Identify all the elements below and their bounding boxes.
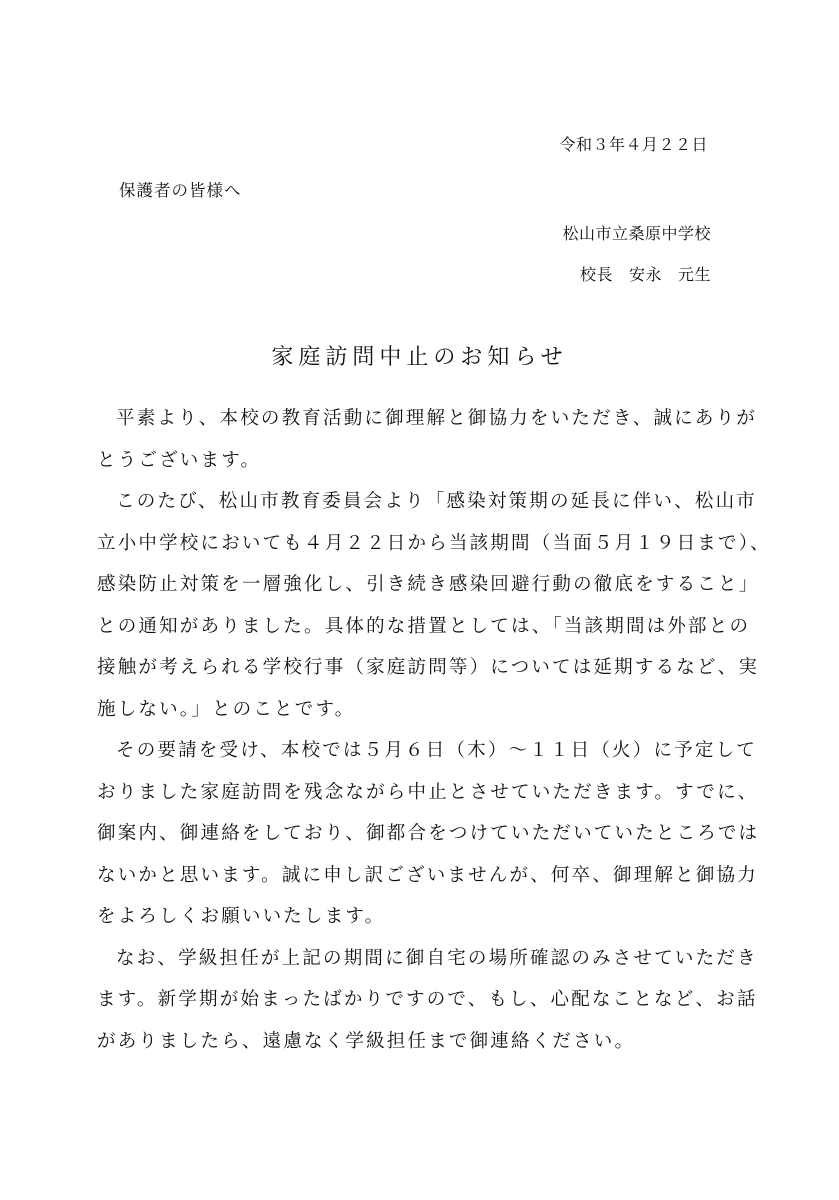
body-line: その要請を受け、本校では５月６日（木）～１１日（火）に予定して bbox=[116, 740, 757, 761]
body-line: をよろしくお願いいたします。 bbox=[97, 906, 386, 927]
body-line: ます。新学期が始まったばかりですので、もし、心配なことなど、お話 bbox=[97, 989, 758, 1010]
document-date: 令和３年４月２２日 bbox=[559, 135, 708, 154]
body-line: とうございます。 bbox=[97, 449, 262, 471]
body-line: 施しない。」とのことです。 bbox=[97, 698, 356, 720]
principal-signature bbox=[580, 262, 711, 285]
body-line: なお、学級担任が上記の期間に御自宅の場所確認のみさせていただき bbox=[116, 947, 758, 969]
body-line: おりました家庭訪問を残念ながら中止とさせていただきます。すでに、 bbox=[97, 781, 759, 803]
body-line: との通知がありました。具体的な措置としては、「当該期間は外部との bbox=[97, 615, 751, 637]
body-line: 立小中学校においても４月２２日から当該期間（当面５月１９日まで）、 bbox=[97, 532, 771, 554]
school-name: 松山市立桑原中学校 bbox=[562, 224, 711, 243]
principal-given-name: 元生 bbox=[677, 265, 711, 284]
document-title: 家庭訪問中止のお知らせ bbox=[271, 345, 568, 370]
body-line: がありましたら、遠慮なく学級担任まで御連絡ください。 bbox=[97, 1030, 636, 1052]
principal-family-name: 安永 bbox=[628, 265, 662, 284]
body-line: 感染防止対策を一層強化し、引き続き感染回避行動の徹底をすること」 bbox=[97, 574, 760, 595]
principal-title: 校長 bbox=[579, 265, 613, 284]
recipient-line: 保護者の皆様へ bbox=[119, 181, 242, 200]
body-line: 平素より、本校の教育活動に御理解と御協力をいただき、誠にありが bbox=[116, 408, 757, 429]
body-line: 御案内、御連絡をしており、御都合をつけていただいていたところでは bbox=[97, 823, 760, 844]
body-line: ないかと思います。誠に申し訳ございませんが、何卒、御理解と御協力 bbox=[97, 864, 758, 886]
body-line: このたび、松山市教育委員会より「感染対策期の延長に伴い、松山市 bbox=[116, 491, 757, 512]
body-line: 接触が考えられる学校行事（家庭訪問等）については延期するなど、実 bbox=[97, 657, 760, 678]
notice-body bbox=[97, 398, 771, 1062]
